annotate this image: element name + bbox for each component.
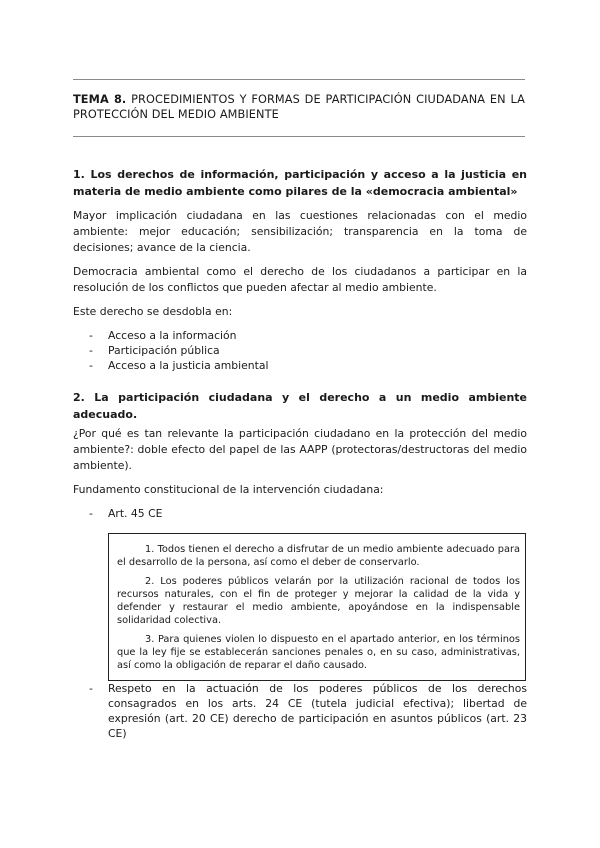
quote-paragraph-1: 1. Todos tienen el derecho a disfrutar de un medio ambiente adecuado para el desarrollo de la persona, así como el deber de conservarlo. xyxy=(117,544,520,568)
section-2-paragraph-1: ¿Por qué es tan relevante la participación ciudadano en la protección del medio ambiente?: doble efecto del papel de las AAPP (protectoras/destructoras del medio ambiente). xyxy=(73,427,527,472)
rights-respect-list xyxy=(73,681,527,741)
document-body xyxy=(73,166,527,741)
section-2-paragraph-2: Fundamento constitucional de la intervención ciudadana: xyxy=(73,483,384,496)
section-1-paragraph-3: Este derecho se desdobla en: xyxy=(73,305,233,318)
list-item: - Acceso a la información xyxy=(73,328,527,343)
quote-paragraph-2: 2. Los poderes públicos velarán por la utilización racional de todos los recursos naturales, con el fin de proteger y mejorar la calidad de la vida y defender y restaurar el medio ambiente, apoyándose en la indispensable solidaridad colectiva. xyxy=(117,576,520,626)
section-1-heading: 1. Los derechos de información, participación y acceso a la justicia en materia de medio ambiente como pilares de la «democracia ambiental» xyxy=(73,168,527,198)
tema-title: PROCEDIMIENTOS Y FORMAS DE PARTICIPACIÓN CIUDADANA EN LA PROTECCIÓN DEL MEDIO AMBIENTE xyxy=(73,93,525,121)
list-item-article: - Art. 45 CE xyxy=(73,506,527,521)
list-item: - Acceso a la justicia ambiental xyxy=(73,358,527,373)
article-quote-box xyxy=(108,533,526,681)
tema-label: TEMA 8. xyxy=(73,93,127,106)
section-2-heading: 2. La participación ciudadana y el derecho a un medio ambiente adecuado. xyxy=(73,391,527,421)
section-1-paragraph-2: Democracia ambiental como el derecho de los ciudadanos a participar en la resolución de los conflictos que pueden afectar al medio ambiente. xyxy=(73,265,527,294)
top-divider xyxy=(73,79,525,80)
bottom-divider xyxy=(73,136,525,137)
page-header xyxy=(73,92,525,122)
rights-list xyxy=(73,328,527,373)
section-1 xyxy=(73,166,527,373)
article-list xyxy=(73,506,527,521)
list-item: - Respeto en la actuación de los poderes públicos de los derechos consagrados en los arts. 24 CE (tutela judicial efectiva); libertad de expresión (art. 20 CE) derecho de participación en asuntos públicos (art. 23 CE) xyxy=(73,681,527,741)
section-1-paragraph-1: Mayor implicación ciudadana en las cuestiones relacionadas con el medio ambiente: mejor educación; sensibilización; transparencia en la toma de decisiones; avance de la ciencia. xyxy=(73,209,527,254)
quote-paragraph-3: 3. Para quienes violen lo dispuesto en el apartado anterior, en los términos que la ley fije se establecerán sanciones penales o, en su caso, administrativas, así como la obligación de reparar el daño causado. xyxy=(117,634,520,671)
list-item: - Participación pública xyxy=(73,343,527,358)
section-2 xyxy=(73,389,527,741)
